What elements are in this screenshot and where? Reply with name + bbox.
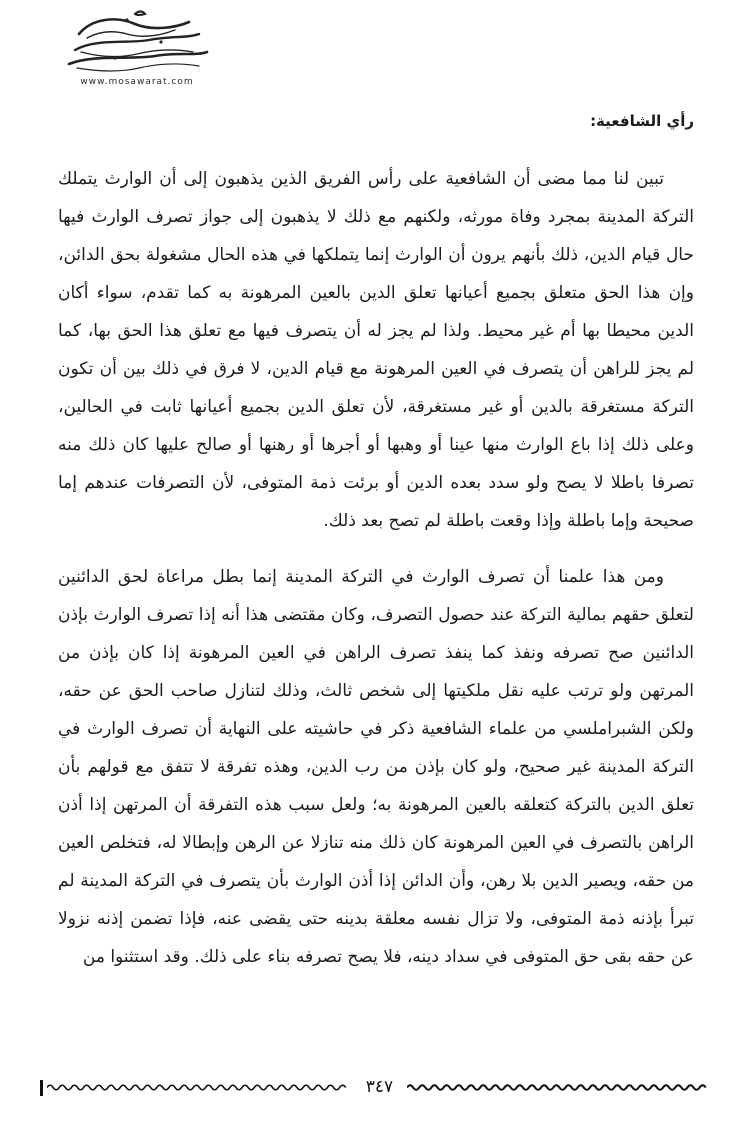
wave-rule-left bbox=[47, 1083, 352, 1092]
calligraphy-icon bbox=[57, 8, 217, 76]
publisher-calligraphy-logo bbox=[52, 8, 222, 87]
page-footer bbox=[40, 1079, 712, 1096]
section-heading: رأي الشافعية: bbox=[590, 112, 694, 130]
wave-rule-right bbox=[407, 1083, 712, 1092]
footer-tick-mark bbox=[40, 1080, 43, 1096]
page-number: ٣٤٧ bbox=[365, 1077, 394, 1097]
paragraph-2: ومن هذا علمنا أن تصرف الوارث في التركة المدينة إنما بطل مراعاة لحق الدائنين لتعلق حقهم بمالية التركة عند حصول التصرف، وكان مقتضى هذا أنه إذا تصرف الوارث بإذن الدائنين صح تصرفه ونفذ كما ينفذ تصرف الراهن في العين المرهونة إذا كان بإذن من المرتهن ولو ترتب عليه نقل ملكيتها إلى شخص ثالث، وذلك لتنازل صاحب الحق عن حقه، ولكن الشبراملسي من علماء الشافعية ذكر في حاشيته على النهاية أن تصرف الوارث في التركة المدينة غير صحيح، ولو كان بإذن من رب الدين، وهذه تفرقة لا تتفق مع قولهم بأن تعلق الدين بالتركة كتعلقه بالعين المرهونة به؛ ولعل سبب هذه التفرقة أن المرتهن إذا أذن الراهن بالتصرف في العين المرهونة كان ذلك منه تنازلا عن الرهن وإبطالا له، فتخلص العين من حقه، ويصير الدين بلا رهن، وأن الدائن إذا أذن الوارث بأن يتصرف في التركة المدينة لم تبرأ بإذنه ذمة المتوفى، ولا تزال نفسه معلقة بدينه حتى يقضى عنه، فإذا تضمن إذنه نزولا عن حقه بقى حق المتوفى في سداد دينه، فلا يصح تصرفه بناء على ذلك. وقد استثنوا من bbox=[58, 567, 694, 967]
paragraph-1: تبين لنا مما مضى أن الشافعية على رأس الفريق الذين يذهبون إلى أن الوارث يتملك التركة المدينة بمجرد وفاة مورثه، ولكنهم مع ذلك لا يذهبون إلى جواز تصرف الوارث فيها حال قيام الدين، ذلك بأنهم يرون أن الوارث إنما يتملكها في هذه الحال مشغولة بحق الدائن، وإن هذا الحق متعلق بجميع أعيانها تعلق الدين بالعين المرهونة به كما تقدم، سواء أكان الدين محيطا بها أم غير محيط. ولذا لم يجز له أن يتصرف فيها مع تعلق هذا الحق بها، كما لم يجز للراهن أن يتصرف في العين المرهونة مع قيام الدين، لا فرق في ذلك بين أن تكون التركة مستغرقة بالدين أو غير مستغرقة، لأن تعلق الدين بجميع أعيانها ثابت في الحالين، وعلى ذلك إذا باع الوارث منها عينا أو وهبها أو أجرها أو رهنها أو صالح عليها كان ذلك منه تصرفا باطلا لا يصح ولو سدد بعده الدين أو برئت ذمة المتوفى، لأن التصرفات عندهم إما صحيحة وإما باطلة وإذا وقعت باطلة لم تصح بعد ذلك. bbox=[58, 169, 694, 531]
watermark-url: www.mosawarat.com bbox=[80, 77, 194, 87]
